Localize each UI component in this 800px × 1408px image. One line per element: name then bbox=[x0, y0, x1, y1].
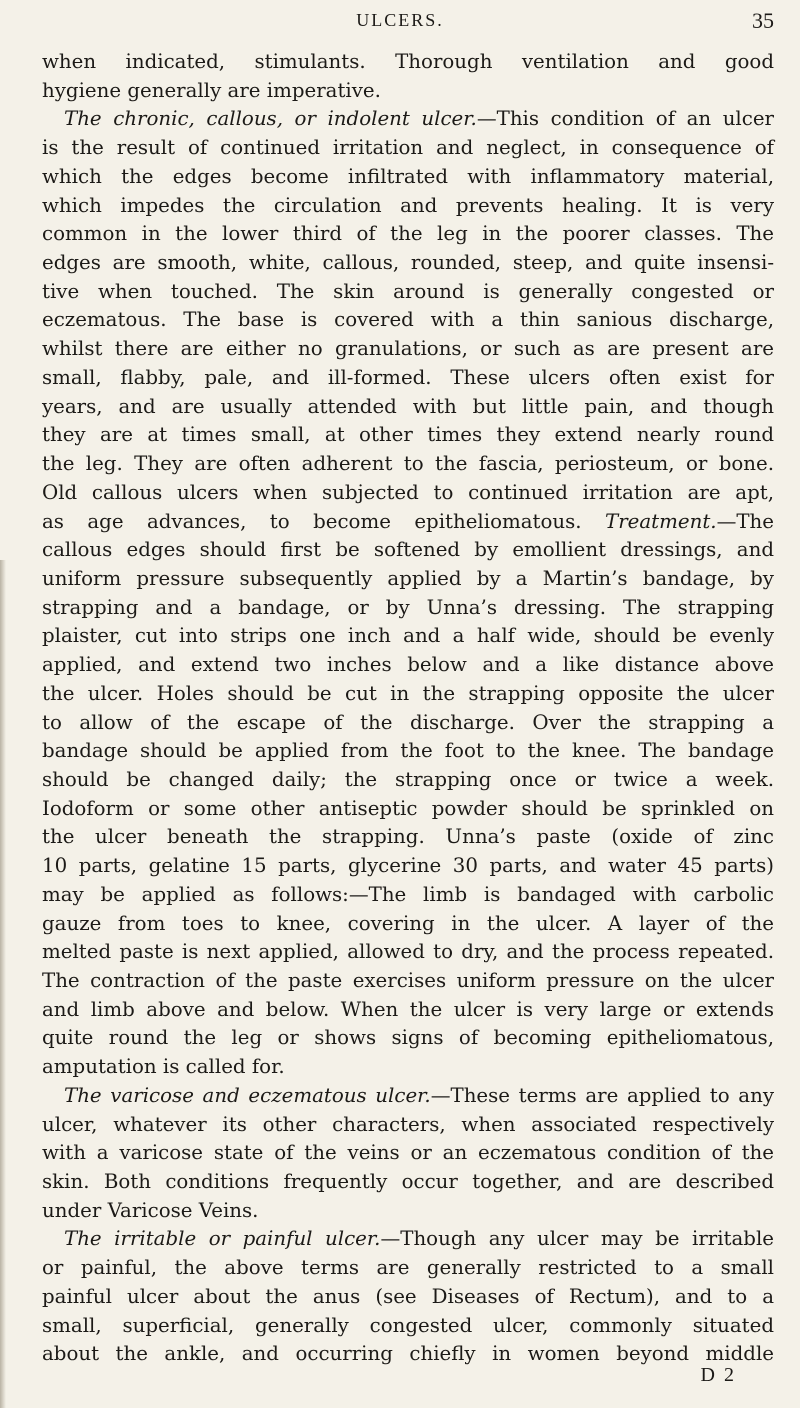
line-text: —This condition of an ulcer bbox=[476, 107, 774, 131]
text-line bbox=[42, 364, 774, 393]
text-line bbox=[42, 1197, 774, 1226]
line-text: under Varicose Veins. bbox=[42, 1198, 259, 1222]
line-text: to allow of the escape of the discharge. Over the strapping a bbox=[42, 710, 774, 734]
section-heading: The chronic, callous, or indolent ulcer. bbox=[64, 107, 477, 131]
line-text: or painful, the above terms are generally restricted to a small bbox=[42, 1256, 774, 1280]
line-text: is the result of continued irritation and neglect, in consequence of bbox=[42, 136, 774, 160]
text-line bbox=[42, 105, 774, 134]
binding-shadow bbox=[0, 560, 6, 1408]
line-text: —The bbox=[716, 509, 774, 533]
line-text: which the edges become infiltrated with inflammatory material, bbox=[42, 164, 774, 188]
line-text: plaister, cut into strips one inch and a half wide, should be evenly bbox=[42, 624, 774, 648]
line-text: eczematous. The base is covered with a thin sanious discharge, bbox=[42, 308, 774, 332]
text-line bbox=[42, 766, 774, 795]
line-text: when indicated, stimulants. Thorough ventilation and good bbox=[42, 50, 774, 73]
text-line bbox=[42, 910, 774, 939]
line-text: uniform pressure subsequently applied by a Martin’s bandage, by bbox=[42, 566, 774, 590]
text-line bbox=[42, 393, 774, 422]
text-line bbox=[42, 1111, 774, 1140]
text-line bbox=[42, 1082, 774, 1111]
text-line bbox=[42, 594, 774, 623]
line-text: melted paste is next applied, allowed to dry, and the process repeated. bbox=[42, 940, 774, 964]
page-header bbox=[0, 4, 800, 36]
page-number: 35 bbox=[752, 8, 774, 33]
text-line bbox=[42, 306, 774, 335]
body-text bbox=[42, 48, 774, 1369]
line-text: 10 parts, gelatine 15 parts, glycerine 30 parts, and water 45 parts) bbox=[42, 854, 774, 878]
text-line bbox=[42, 852, 774, 881]
text-line bbox=[42, 508, 774, 537]
text-line bbox=[42, 1254, 774, 1283]
line-text: should be changed daily; the strapping once or twice a week. bbox=[42, 767, 774, 791]
line-text: —These terms are applied to any bbox=[430, 1083, 774, 1107]
line-text: small, flabby, pale, and ill-formed. These ulcers often exist for bbox=[42, 365, 774, 389]
text-line bbox=[42, 996, 774, 1025]
text-line bbox=[42, 1139, 774, 1168]
text-line bbox=[42, 881, 774, 910]
line-text: common in the lower third of the leg in the poorer classes. The bbox=[42, 222, 774, 246]
line-text: the leg. They are often adherent to the fascia, periosteum, or bone. bbox=[42, 452, 774, 476]
line-text: the ulcer beneath the strapping. Unna’s paste (oxide of zinc bbox=[42, 825, 774, 849]
line-text: hygiene generally are imperative. bbox=[42, 78, 381, 102]
text-line bbox=[42, 421, 774, 450]
text-line bbox=[42, 709, 774, 738]
line-text: with a varicose state of the veins or an eczematous condition of the bbox=[42, 1141, 774, 1165]
text-line bbox=[42, 967, 774, 996]
text-line bbox=[42, 795, 774, 824]
text-line bbox=[42, 536, 774, 565]
signature-mark: D 2 bbox=[700, 1364, 736, 1386]
text-line bbox=[42, 479, 774, 508]
text-line bbox=[42, 163, 774, 192]
line-text: applied, and extend two inches below and a like distance above bbox=[42, 653, 774, 677]
line-text: The contraction of the paste exercises uniform pressure on the ulcer bbox=[42, 969, 774, 992]
text-line bbox=[42, 278, 774, 307]
text-line bbox=[42, 1024, 774, 1053]
text-line bbox=[42, 1283, 774, 1312]
text-line bbox=[42, 450, 774, 479]
line-text: and limb above and below. When the ulcer is very large or extends bbox=[42, 997, 774, 1021]
text-line bbox=[42, 1312, 774, 1341]
text-line bbox=[42, 823, 774, 852]
line-text: strapping and a bandage, or by Unna’s dressing. The strapping bbox=[42, 595, 774, 619]
text-line bbox=[42, 1225, 774, 1254]
line-text: about the ankle, and occurring chiefly in women beyond middle bbox=[42, 1342, 774, 1366]
text-line bbox=[42, 1053, 774, 1082]
line-text: as age advances, to become epitheliomatous. bbox=[42, 509, 606, 533]
text-line bbox=[42, 48, 774, 77]
text-line bbox=[42, 1168, 774, 1197]
line-text: tive when touched. The skin around is generally congested or bbox=[42, 279, 774, 303]
line-text: painful ulcer about the anus (see Diseases of Rectum), and to a bbox=[42, 1284, 774, 1308]
text-line bbox=[42, 134, 774, 163]
line-text: quite round the leg or shows signs of becoming epitheliomatous, bbox=[42, 1026, 774, 1050]
line-text: which impedes the circulation and prevents healing. It is very bbox=[42, 193, 774, 217]
line-text: edges are smooth, white, callous, rounded, steep, and quite insensi- bbox=[42, 251, 774, 275]
text-line bbox=[42, 220, 774, 249]
line-text: bandage should be applied from the foot to the knee. The bandage bbox=[42, 739, 774, 763]
line-text: gauze from toes to knee, covering in the ulcer. A layer of the bbox=[42, 911, 774, 935]
line-text: Iodoform or some other antiseptic powder should be sprinkled on bbox=[42, 796, 774, 820]
line-text: whilst there are either no granulations, or such as are present are bbox=[42, 337, 774, 361]
section-heading: The varicose and eczematous ulcer. bbox=[64, 1083, 431, 1107]
line-text: may be applied as follows:—The limb is bandaged with carbolic bbox=[42, 882, 774, 906]
line-text: amputation is called for. bbox=[42, 1055, 285, 1079]
line-text: ulcer, whatever its other characters, when associated respectively bbox=[42, 1112, 774, 1136]
line-text: callous edges should first be softened by emollient dressings, and bbox=[42, 538, 774, 562]
section-heading: Treatment. bbox=[605, 509, 717, 533]
text-line bbox=[42, 192, 774, 221]
text-line bbox=[42, 1340, 774, 1369]
text-line bbox=[42, 77, 774, 106]
line-text: small, superficial, generally congested ulcer, commonly situated bbox=[42, 1313, 774, 1337]
line-text: Old callous ulcers when subjected to continued irritation are apt, bbox=[42, 480, 774, 504]
text-line bbox=[42, 737, 774, 766]
line-text: they are at times small, at other times they extend nearly round bbox=[42, 423, 774, 447]
text-line bbox=[42, 565, 774, 594]
running-head: ULCERS. bbox=[356, 10, 444, 30]
line-text: skin. Both conditions frequently occur together, and are described bbox=[42, 1170, 774, 1194]
line-text: —Though any ulcer may be irritable bbox=[380, 1227, 774, 1251]
line-text: the ulcer. Holes should be cut in the strapping opposite the ulcer bbox=[42, 681, 774, 705]
text-line bbox=[42, 651, 774, 680]
text-line bbox=[42, 938, 774, 967]
text-line bbox=[42, 680, 774, 709]
text-line bbox=[42, 622, 774, 651]
line-text: years, and are usually attended with but little pain, and though bbox=[42, 394, 774, 418]
text-line bbox=[42, 249, 774, 278]
text-line bbox=[42, 335, 774, 364]
section-heading: The irritable or painful ulcer. bbox=[64, 1227, 381, 1251]
